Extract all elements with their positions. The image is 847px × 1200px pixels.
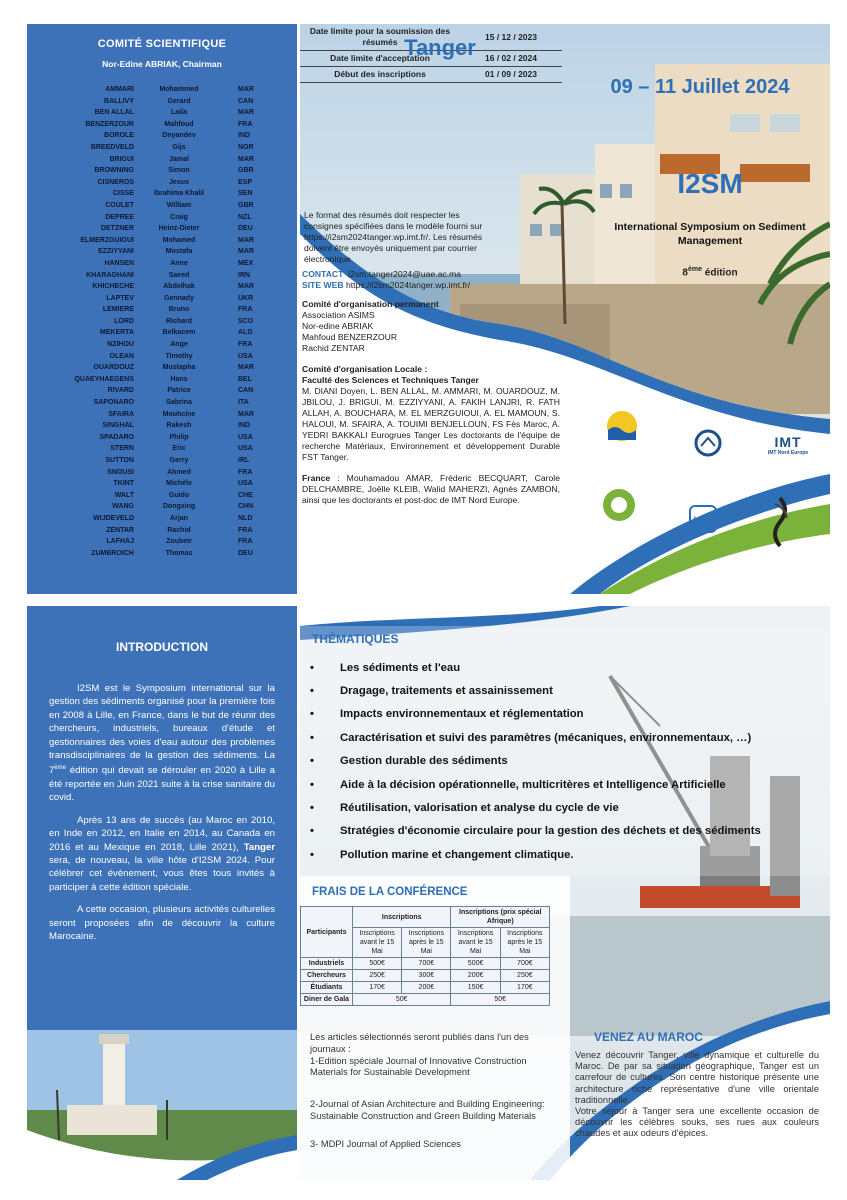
fees-price: 500€: [353, 958, 402, 970]
committee-member-row: [27, 339, 297, 351]
member-surname: STERN: [110, 445, 134, 453]
member-firstname: Anne: [170, 259, 188, 267]
member-surname: LAFHAJ: [106, 538, 134, 546]
fees-title: FRAIS DE LA CONFÉRENCE: [312, 886, 468, 898]
member-firstname: Belkacem: [162, 329, 196, 337]
fees-price: 300€: [402, 970, 451, 982]
permanent-member: Rachid ZENTAR: [302, 343, 365, 353]
equipe-recherche-logo: [598, 484, 640, 526]
permanent-committee-list: [302, 310, 560, 354]
member-surname: BRIGUI: [109, 155, 134, 163]
member-country: USA: [238, 352, 253, 360]
theme-item: [310, 820, 830, 843]
member-firstname: Sabrina: [166, 399, 192, 407]
member-country: MAR: [238, 410, 254, 418]
committee-member-row: [27, 235, 297, 247]
member-surname: KHICHECHE: [92, 283, 134, 291]
member-surname: OUARDOUZ: [93, 364, 134, 372]
fees-price: 200€: [402, 982, 451, 994]
member-country: CAN: [238, 97, 254, 105]
lgc-logo: [686, 502, 720, 536]
gala-label: Diner de Gala: [301, 994, 353, 1006]
member-firstname: Simon: [168, 167, 190, 175]
member-country: GBR: [238, 201, 254, 209]
committee-member-row: [27, 165, 297, 177]
member-country: MAR: [238, 155, 254, 163]
fees-row: [301, 958, 550, 970]
member-surname: COULET: [105, 201, 134, 209]
member-firstname: Ahmed: [167, 468, 191, 476]
member-surname: SAPONARO: [93, 399, 134, 407]
committee-members-table: [27, 84, 297, 559]
theme-label: Gestion durable des sédiments: [340, 755, 508, 768]
local-committee-title: Comité d'organisation Locale :: [302, 364, 428, 374]
fees-participant-type: Industriels: [301, 958, 353, 970]
journals-intro: Les articles sélectionnés seront publiés dans l'un des journaux :: [310, 1032, 529, 1054]
member-surname: LEMIERE: [102, 306, 134, 314]
member-country: MAR: [238, 248, 254, 256]
member-firstname: Laila: [171, 109, 187, 117]
fees-price: 500€: [451, 958, 500, 970]
fees-price: 250€: [353, 970, 402, 982]
member-firstname: Patrice: [167, 387, 191, 395]
date-value: 01 / 09 / 2023: [485, 69, 537, 79]
committee-member-row: [27, 455, 297, 467]
fees-table: [300, 906, 550, 1006]
member-country: GBR: [238, 167, 254, 175]
bullet-icon: •: [310, 825, 314, 838]
member-firstname: Dnyandev: [162, 132, 196, 140]
committee-member-row: [27, 293, 297, 305]
member-country: SCO: [238, 317, 254, 325]
introduction-title: INTRODUCTION: [116, 640, 208, 654]
date-row: [300, 67, 562, 83]
member-surname: BREEDVELD: [90, 143, 134, 151]
info-block: [302, 210, 560, 506]
member-country: CHN: [238, 503, 254, 511]
intro-paragraph-1: I2SM est le Symposium international sur la gestion des sédiments organisé pour la première fois en 2008 à Lille, en France, dans le but de réunir des chercheurs, industriels, bureaux d'étude et gestionnaires des voies d'eau autour des problèmes transdisciplinaires de la gestion des sédiments. La 7ème édition qui devait se dérouler en 2020 à Lille a été reportée en Juin 2021 suite à la crise sanitaire du covid.: [49, 683, 275, 804]
uae-logo: [680, 425, 736, 461]
committee-member-row: [27, 200, 297, 212]
committee-member-row: [27, 270, 297, 282]
committee-member-row: [27, 96, 297, 108]
themes-list: [310, 656, 830, 867]
member-country: FRA: [238, 120, 253, 128]
maroc-paragraph-2: Votre séjour à Tanger sera une excellente occasion de découvrir les célèbres souks, ses rues aux couleurs chaudes et aux odeurs d'épices.: [575, 1106, 819, 1139]
member-firstname: Gennady: [164, 294, 194, 302]
member-firstname: Gerry: [169, 457, 189, 464]
member-surname: WALT: [114, 491, 134, 499]
member-firstname: Mohamed: [162, 236, 196, 244]
member-country: SEN: [238, 190, 253, 198]
committee-title: COMITÉ SCIENTIFIQUE: [97, 38, 227, 50]
theme-label: Stratégies d'économie circulaire pour la gestion des déchets et des sédiments: [340, 825, 761, 838]
date-label: Date limite pour la soumission des résumés: [309, 26, 451, 47]
committee-member-row: [27, 304, 297, 316]
bullet-icon: •: [310, 755, 314, 768]
member-surname: ELMERZGUIOUI: [80, 236, 134, 244]
member-country: FRA: [238, 526, 253, 534]
committee-member-row: [27, 385, 297, 397]
fees-row: [301, 982, 550, 994]
member-country: CHE: [238, 491, 253, 499]
member-surname: HANSEN: [104, 259, 134, 267]
fees-group-standard: Inscriptions: [353, 907, 451, 928]
member-country: NZL: [238, 213, 252, 221]
member-country: MAR: [238, 109, 254, 117]
fst-tanger-logo: [592, 403, 652, 453]
fees-price: 250€: [500, 970, 549, 982]
intro-paragraph-3: A cette occasion, plusieurs activités culturelles seront proposées afin de découvrir la culture Marocaine.: [49, 904, 275, 943]
fees-price: 170€: [500, 982, 549, 994]
member-surname: RIVARD: [107, 387, 134, 395]
committee-member-row: [27, 177, 297, 189]
bullet-icon: •: [310, 778, 314, 791]
committee-member-row: [27, 281, 297, 293]
member-country: USA: [238, 445, 253, 453]
theme-label: Les sédiments et l'eau: [340, 661, 461, 674]
member-firstname: Hans: [170, 375, 188, 383]
member-surname: BENZERZOUR: [85, 120, 134, 128]
member-country: FRA: [238, 341, 253, 349]
date-label: Début des inscriptions: [334, 69, 426, 79]
imt-logo: IMT IMT Nord Europe: [767, 434, 809, 456]
journal-3: 3- MDPI Journal of Applied Sciences: [310, 1138, 461, 1149]
member-firstname: Mostafa: [165, 248, 193, 256]
committee-member-row: [27, 154, 297, 166]
member-firstname: Philip: [169, 433, 189, 441]
maroc-paragraph-1: Venez découvrir Tanger, ville dynamique et culturelle du Maroc. De par sa situation géographique, Tanger est un carrefour de cultures. Son centre historique présente une architecture riche représentative d'une ville orientale traditionnelle.: [575, 1050, 819, 1105]
member-firstname: Rachid: [167, 526, 191, 534]
theme-label: Impacts environnementaux et réglementation: [340, 708, 584, 721]
member-country: NLD: [238, 514, 253, 522]
fees-price: 700€: [402, 958, 451, 970]
member-firstname: Abdelhak: [163, 283, 195, 291]
local-committee-subtitle: Faculté des Sciences et Techniques Tanger: [302, 375, 479, 385]
member-surname: DEPREE: [105, 213, 134, 221]
member-firstname: Mohammed: [159, 86, 199, 93]
member-surname: OLEAN: [109, 352, 134, 360]
member-surname: WANG: [112, 503, 134, 511]
member-country: UKR: [238, 294, 254, 302]
member-surname: KHARAGHANI: [86, 271, 134, 279]
date-value: 15 / 12 / 2023: [485, 31, 537, 42]
fees-sub-after: Inscriptions après le 15 Mai: [402, 928, 451, 958]
member-surname: ZUMBROICH: [91, 549, 134, 557]
committee-member-row: [27, 525, 297, 537]
member-firstname: Craig: [170, 213, 188, 221]
member-firstname: Eric: [172, 445, 186, 453]
scientific-committee-panel: [27, 24, 297, 594]
member-surname: BEN ALLAL: [94, 109, 134, 117]
event-dates: 09 – 11 Juillet 2024: [610, 76, 790, 98]
committee-member-row: [27, 397, 297, 409]
theme-label: Réutilisation, valorisation et analyse du cycle de vie: [340, 802, 619, 815]
gala-price: 50€: [451, 994, 550, 1006]
committee-member-row: [27, 246, 297, 258]
website-link[interactable]: https://i2sm2024tanger.wp.imt.fr/: [345, 280, 471, 290]
date-value: 16 / 02 / 2024: [485, 53, 537, 63]
committee-member-row: [27, 409, 297, 421]
maroc-text: [575, 1050, 819, 1140]
committee-chair: Nor-Edine ABRIAK, Chairman: [102, 59, 222, 69]
member-country: MAR: [238, 86, 254, 93]
member-country: CAN: [238, 387, 254, 395]
symposium-name: International Symposium on Sediment Management: [614, 221, 806, 247]
permanent-committee-title: Comité d'organisation permanent: [302, 299, 439, 309]
member-surname: BOROLE: [104, 132, 134, 140]
fees-price: 150€: [451, 982, 500, 994]
member-firstname: Guido: [168, 491, 190, 499]
contact-line: CONTACT i2sm.tanger2024@uae.ac.ma: [302, 269, 462, 279]
committee-member-row: [27, 467, 297, 479]
member-country: ALG: [238, 329, 253, 337]
member-surname: NZIHOU: [107, 341, 134, 349]
theme-label: Caractérisation et suivi des paramètres (mécaniques, environnementaux, …): [340, 731, 752, 744]
maroc-title: VENEZ AU MAROC: [594, 1030, 703, 1044]
fees-sub-before: Inscriptions avant le 15 Mai: [353, 928, 402, 958]
member-surname: SINGHAL: [102, 422, 134, 430]
fees-sub-after: Inscriptions après le 15 Mai: [500, 928, 549, 958]
member-surname: QUAEYHAEGENS: [74, 375, 134, 383]
committee-member-row: [27, 351, 297, 363]
member-country: DEU: [238, 225, 253, 233]
committee-member-row: [27, 420, 297, 432]
bullet-icon: •: [310, 848, 314, 861]
member-surname: DETZNER: [100, 225, 134, 233]
gala-price: 50€: [353, 994, 451, 1006]
member-country: DEU: [238, 549, 253, 557]
member-surname: BALLIVY: [104, 97, 134, 105]
city-title: Tanger: [404, 35, 476, 60]
committee-member-row: [27, 130, 297, 142]
edition-label: 8ème édition: [682, 266, 738, 279]
member-firstname: Timothy: [165, 352, 193, 360]
asims-logo: [760, 492, 800, 552]
committee-member-row: [27, 142, 297, 154]
date-label: Date limite d'acceptation: [330, 53, 430, 63]
committee-member-row: [27, 107, 297, 119]
committee-member-row: [27, 212, 297, 224]
member-surname: MEKERTA: [99, 329, 134, 337]
member-country: FRA: [238, 468, 253, 476]
bullet-icon: •: [310, 685, 314, 698]
member-country: IRL: [238, 457, 250, 464]
member-country: USA: [238, 433, 253, 441]
committee-member-row: [27, 316, 297, 328]
lighthouse-image: [27, 1010, 297, 1180]
i2sm-logo: I2SM: [677, 168, 743, 199]
member-country: FRA: [238, 538, 253, 546]
member-country: BEL: [238, 375, 252, 383]
theme-label: Pollution marine et changement climatique.: [340, 848, 574, 861]
member-firstname: Arjan: [170, 514, 188, 522]
themes-title: THÉMATIQUES: [312, 632, 399, 646]
committee-member-row: [27, 513, 297, 525]
member-country: USA: [238, 480, 253, 488]
member-surname: SPADARO: [99, 433, 134, 441]
theme-item: [310, 796, 830, 819]
member-firstname: Saeed: [168, 271, 190, 279]
permanent-member: Mahfoud BENZERZOUR: [302, 332, 398, 342]
committee-member-row: [27, 84, 297, 96]
theme-item: [310, 750, 830, 773]
member-country: ITA: [238, 399, 249, 407]
member-country: MAR: [238, 364, 254, 372]
member-country: MAR: [238, 236, 254, 244]
member-country: MAR: [238, 283, 254, 291]
bullet-icon: •: [310, 708, 314, 721]
committee-member-row: [27, 188, 297, 200]
member-firstname: Ibrahima Khalil: [153, 190, 205, 198]
fees-col-participants: Participants: [301, 907, 353, 958]
committee-member-row: [27, 548, 297, 560]
fees-row: [301, 970, 550, 982]
bullet-icon: •: [310, 802, 314, 815]
theme-item: [310, 773, 830, 796]
member-firstname: Michèle: [166, 480, 192, 488]
member-surname: SUTTON: [105, 457, 134, 464]
france-committee: France : Mouhamadou AMAR, Fréderic BECQUART, Carole DELCHAMBRE, Joëlle KLEIB, Walid MAHERZI, Agnès ZAMBON, ainsi que les doctorants et post-doc de IMT Nord Europe.: [302, 473, 560, 505]
introduction-panel: [27, 606, 297, 1180]
member-firstname: Mouhcine: [162, 410, 196, 418]
committee-member-row: [27, 362, 297, 374]
member-surname: CISSE: [112, 190, 134, 198]
bullet-icon: •: [310, 661, 314, 674]
committee-member-row: [27, 432, 297, 444]
member-country: NOR: [238, 143, 254, 151]
committee-member-row: [27, 501, 297, 513]
website-line: SITE WEB https://i2sm2024tanger.wp.imt.fr/: [302, 280, 471, 290]
journal-2: 2-Journal of Asian Architecture and Building Engineering: Sustainable Construction and Green Building Materials: [310, 1099, 545, 1121]
committee-member-row: [27, 536, 297, 548]
member-surname: ZENTAR: [106, 526, 134, 534]
member-country: IRN: [238, 271, 251, 279]
member-surname: SNOUSI: [107, 468, 134, 476]
committee-member-row: [27, 478, 297, 490]
member-firstname: Mahfoud: [164, 120, 194, 128]
member-firstname: William: [166, 201, 192, 209]
theme-item: [310, 726, 830, 749]
committee-member-row: [27, 258, 297, 270]
member-surname: TKINT: [113, 480, 134, 488]
member-firstname: Gerard: [167, 97, 191, 105]
member-country: MEX: [238, 259, 254, 267]
member-surname: AMMARI: [105, 86, 134, 93]
member-firstname: Zoubeir: [166, 538, 192, 546]
member-surname: CISNEROS: [97, 178, 134, 186]
local-committee-members: M. DIANI Doyen, L. BEN ALLAL, M. AMMARI, M. OUARDOUZ, M. JBILOU, J. BRIGUI, M. EZZIYYANI, A. FAKIH LANJRI, R. FATH ALLAH, A. BOUCHARA, M. EL MERZGUIOUI, A. EL MAMOUN, S. HALOUI, M. SFAIRA, A. TOUIMI BENJELLOUN, FS Fès Maroc, A. YEDRI BAKKALI Eurogrues Tanger Les doctorants de l'équipe de recherche Matériaux, Environnement et développement Durable FST Tanger.: [302, 386, 560, 462]
fees-price: 700€: [500, 958, 549, 970]
committee-member-row: [27, 327, 297, 339]
committee-member-row: [27, 374, 297, 386]
member-surname: EZZIYYANI: [98, 248, 134, 256]
member-country: FRA: [238, 306, 253, 314]
member-firstname: Bruno: [168, 306, 190, 314]
abstract-format-text: Le format des résumés doit respecter les consignes spécifiées dans le modèle fourni sur https://i2sm2024tanger.wp.imt.fr/. Les résumés doivent être envoyés uniquement par courrier électronique.: [304, 210, 483, 264]
svg-text:LGC: LGC: [693, 515, 713, 525]
member-firstname: Rakesh: [166, 422, 192, 430]
member-surname: LAPTEV: [106, 294, 134, 302]
fees-sub-before: Inscriptions avant le 15 Mai: [451, 928, 500, 958]
member-surname: BROWNING: [94, 167, 134, 175]
member-firstname: Heinz-Dieter: [158, 225, 200, 233]
fees-participant-type: Étudiants: [301, 982, 353, 994]
member-firstname: Jesus: [169, 178, 189, 186]
contact-email[interactable]: i2sm.tanger2024@uae.ac.ma: [348, 269, 462, 279]
member-firstname: Dongxing: [162, 503, 196, 511]
intro-paragraph-2: Après 13 ans de succès (au Maroc en 2010, en Inde en 2012, en Italie en 2014, au Canada en 2016 et au Mexique en 2018, Lille 2021), Tanger sera, de nouveau, la ville hôte d'I2SM 2024. Pour célébrer cet évènement, vous êtes tous invités à participer à cette édition spéciale.: [49, 814, 275, 893]
theme-item: [310, 679, 830, 702]
journal-1: 1-Edition spéciale Journal of Innovative Construction Materials for Sustainable Development: [310, 1055, 527, 1078]
member-surname: LORD: [114, 317, 134, 325]
member-firstname: Ange: [170, 341, 188, 349]
theme-label: Aide à la décision opérationnelle, multicritères et Intelligence Artificielle: [340, 778, 726, 791]
theme-item: [310, 843, 830, 866]
committee-member-row: [27, 119, 297, 131]
member-country: ESP: [238, 178, 253, 186]
fees-group-africa: Inscriptions (prix spécial Afrique): [451, 907, 550, 928]
permanent-member: Association ASIMS: [302, 310, 375, 320]
member-firstname: Richard: [165, 317, 193, 325]
member-country: IND: [238, 132, 251, 140]
bullet-icon: •: [310, 731, 314, 744]
fees-price: 170€: [353, 982, 402, 994]
member-firstname: Thomas: [165, 549, 193, 557]
member-firstname: Gijs: [172, 143, 186, 151]
theme-label: Dragage, traitements et assainissement: [340, 685, 553, 698]
committee-member-row: [27, 490, 297, 502]
fees-participant-type: Chercheurs: [301, 970, 353, 982]
theme-item: [310, 656, 830, 679]
committee-member-row: [27, 223, 297, 235]
member-firstname: Jamal: [169, 155, 189, 163]
fees-price: 200€: [451, 970, 500, 982]
member-surname: SFAIRA: [108, 410, 134, 418]
committee-member-row: [27, 443, 297, 455]
permanent-member: Nor-edine ABRIAK: [302, 321, 374, 331]
journals-block: [310, 1032, 560, 1163]
member-surname: WIJDEVELD: [93, 514, 134, 522]
member-country: IND: [238, 422, 251, 430]
member-firstname: Mustapha: [162, 364, 196, 372]
theme-item: [310, 703, 830, 726]
